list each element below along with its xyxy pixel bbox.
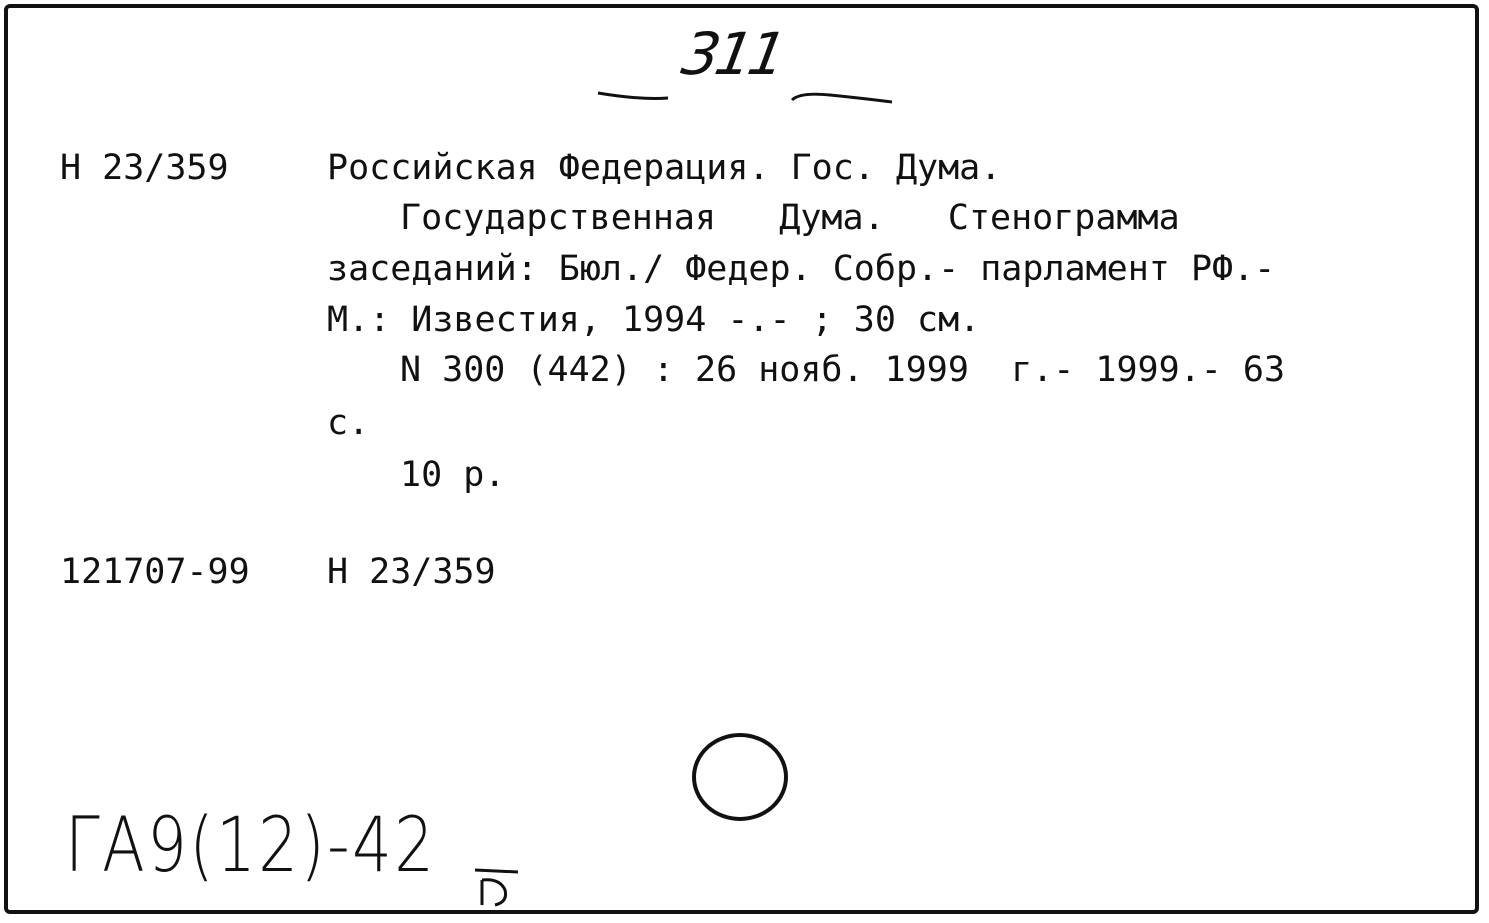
title-line-2: заседаний: Бюл./ Федер. Собр.- парламент РФ.-: [327, 249, 1276, 289]
handwritten-classification: ГА9(12)-42: [65, 800, 437, 889]
handwritten-card-number: 311: [677, 20, 788, 88]
handwritten-sub-mark: [482, 880, 506, 905]
number-underline-right: [792, 94, 892, 102]
bottom-shelfmark: Н 23/359: [327, 552, 496, 592]
handwritten-underline: [475, 870, 518, 872]
shelfmark: Н 23/359: [60, 148, 229, 188]
title-line-1: Государственная Дума. Стенограмма: [400, 198, 1180, 238]
price-line: 10 р.: [400, 455, 506, 495]
issue-line-2: с.: [327, 403, 370, 443]
number-underline-left: [598, 93, 668, 98]
punch-hole-circle: [694, 735, 786, 819]
heading-line: Российская Федерация. Гос. Дума.: [327, 148, 1002, 188]
inventory-number: 121707-99: [60, 552, 250, 592]
imprint-line: М.: Известия, 1994 -.- ; 30 см.: [327, 300, 981, 340]
issue-line-1: N 300 (442) : 26 нояб. 1999 г.- 1999.- 63: [400, 350, 1286, 390]
